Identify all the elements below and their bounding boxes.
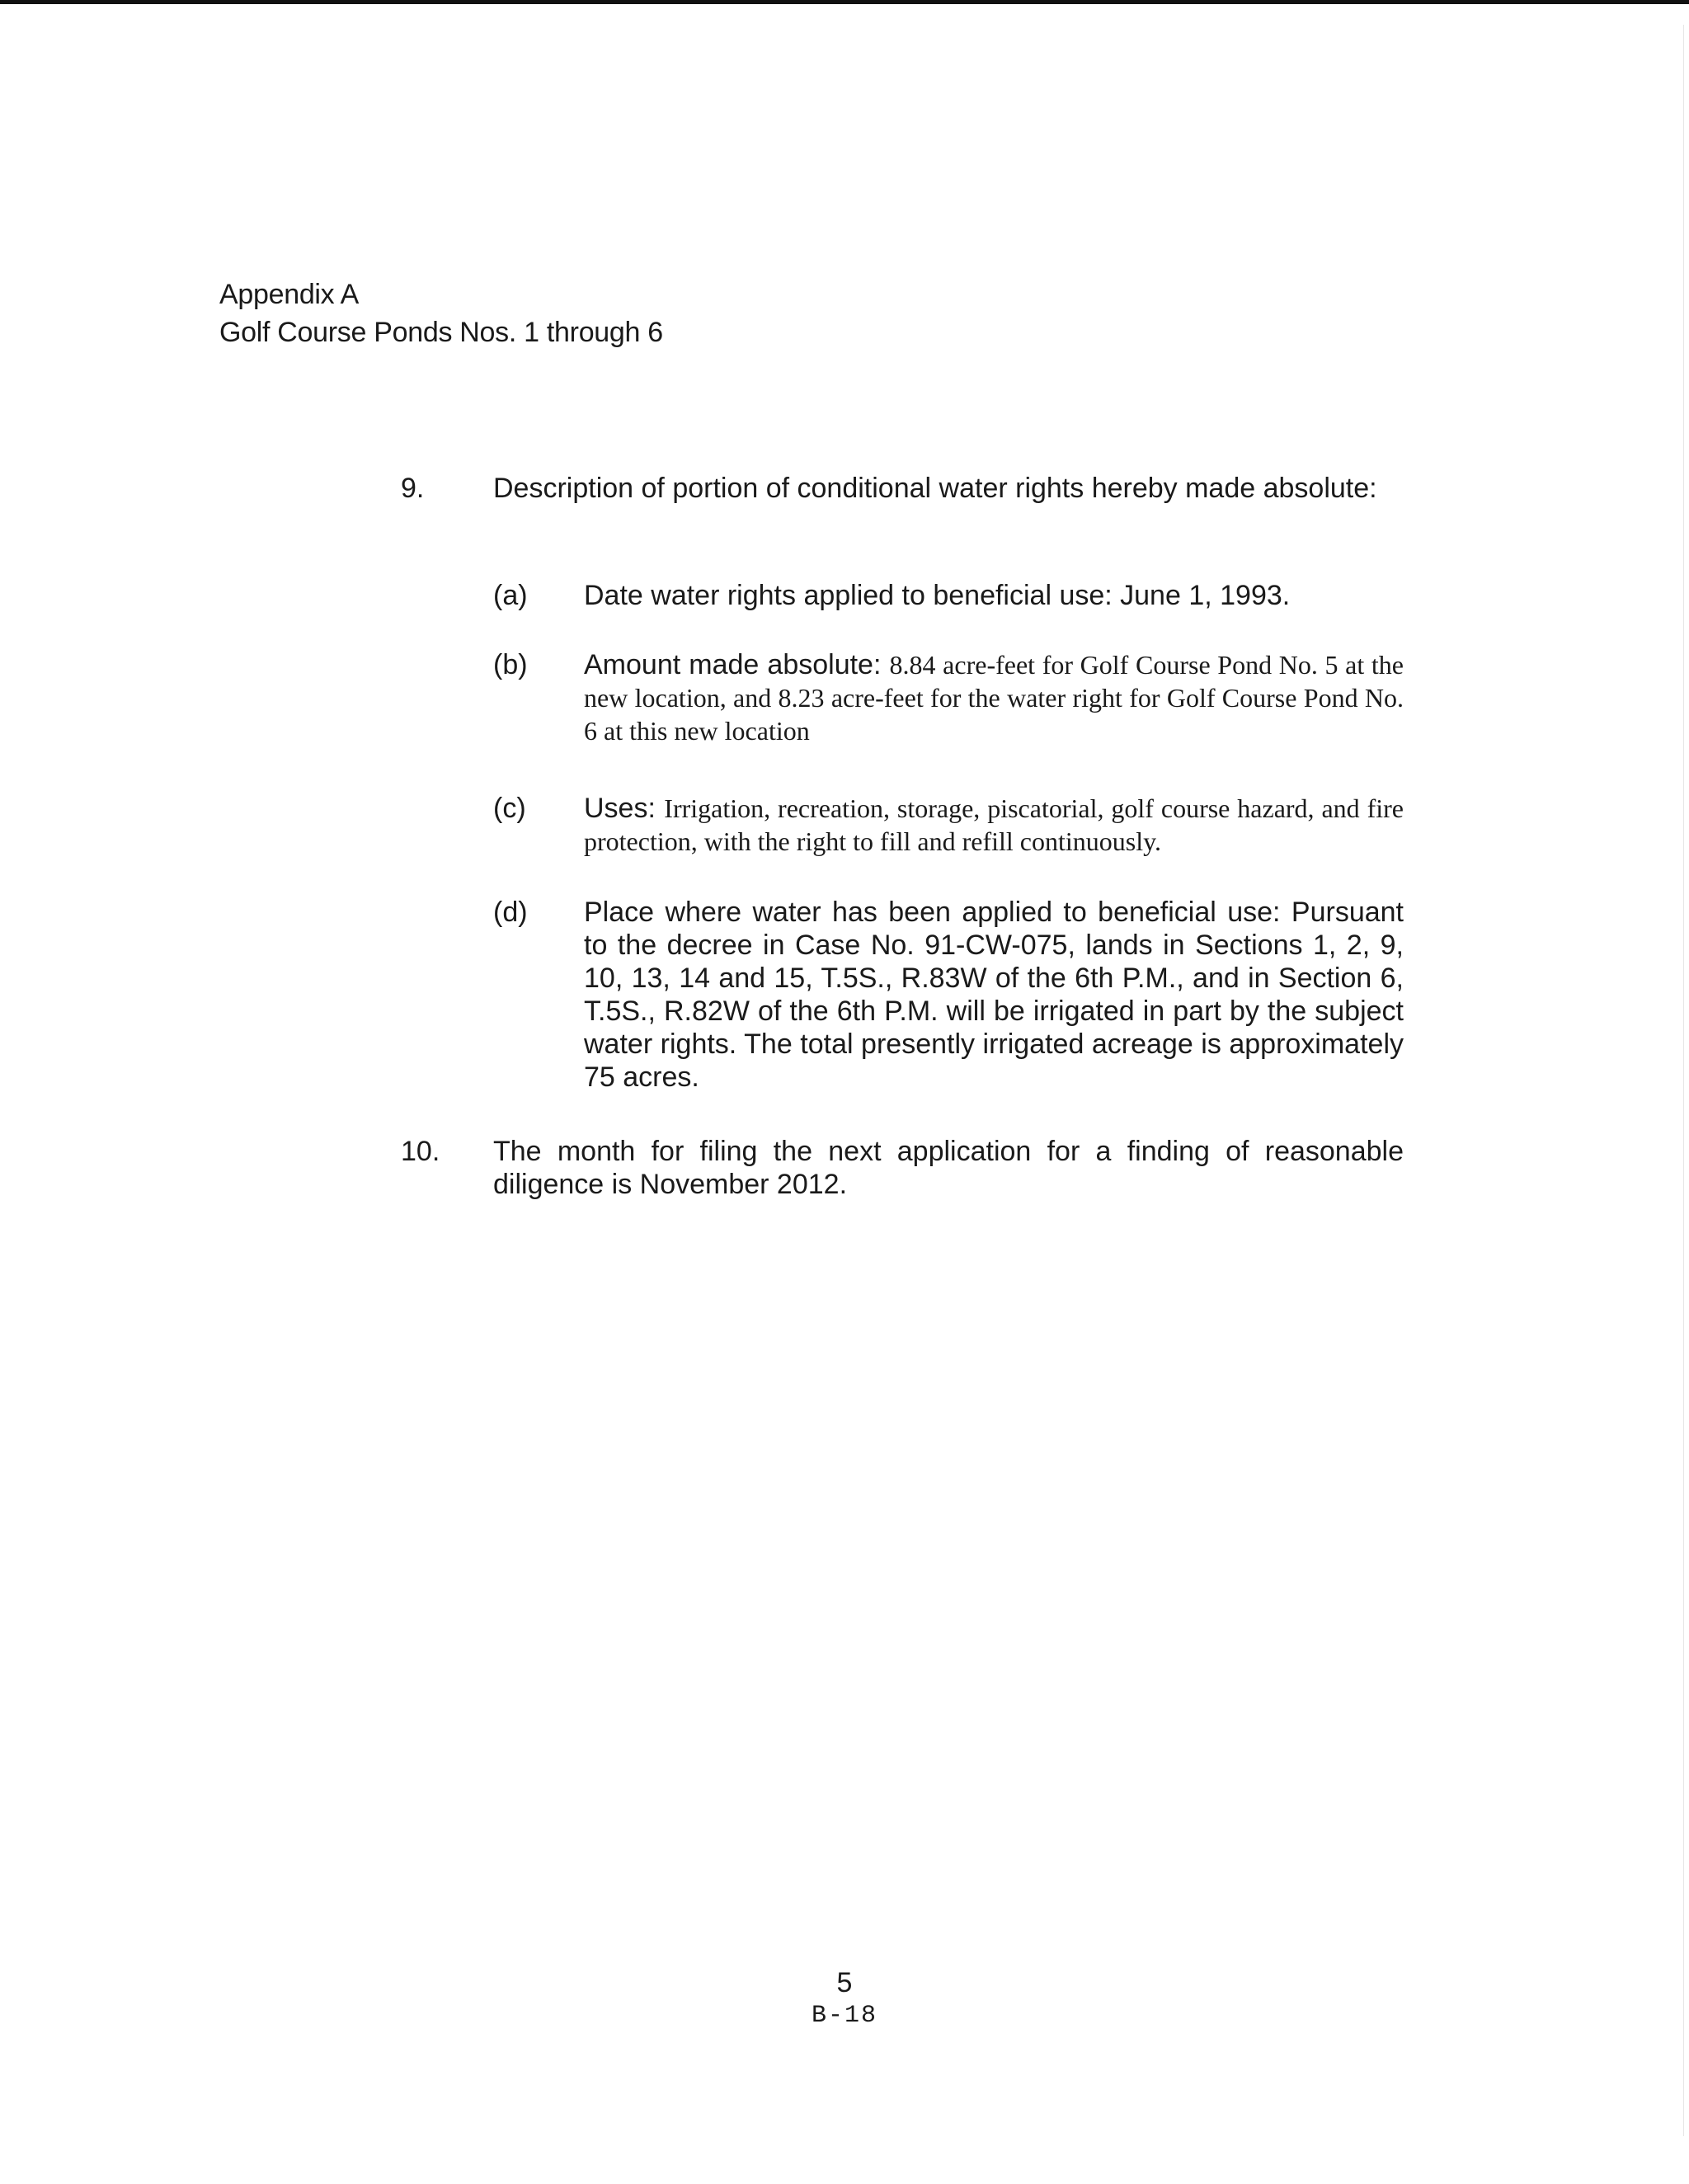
item-9c-text: Irrigation, recreation, storage, piscatorial, golf course hazard, and fire protection, with the right to fill and refill continuously. [584,793,1404,856]
top-border [0,0,1689,4]
header-subtitle: Golf Course Ponds Nos. 1 through 6 [219,317,663,348]
item-9b-letter: (b) [493,649,528,680]
document-header [219,275,663,351]
item-9a-text: Date water rights applied to beneficial use: June 1, 1993. [584,580,1291,611]
item-9c-lead: Uses: [584,793,656,824]
item-9c-body [584,792,1404,858]
item-9d-letter: (d) [493,897,528,928]
scan-edge-line [1683,25,1684,2136]
item-9-number: 9. [401,473,425,504]
page-code: B-18 [811,2002,877,2030]
item-9b-body [584,648,1404,747]
item-9b-text: 8.84 acre-feet for Golf Course Pond No. 5 at the new location, and 8.23 acre-feet for the water right for Golf Course Pond No. 6 at this new location [584,650,1404,746]
header-appendix-title: Appendix A [219,279,360,310]
item-9d-text: Place where water has been applied to beneficial use: Pursuant to the decree in Case No. 91-CW-075, lands in Sections 1, 2, 9, 10, 13, 14 and 15, T.5S., R.83W of the 6th P.M., and in Section 6, T.5S., R.82W of the 6th P.M. will be irrigated in part by the subject water rights. The total presently irrigated acreage is approximately 75 acres. [584,897,1404,1093]
item-9a-letter: (a) [493,580,528,611]
item-9c-letter: (c) [493,793,526,824]
item-9b-lead: Amount made absolute: [584,649,882,680]
item-10-text: The month for filing the next application for a finding of reasonable diligence is November 2012. [493,1136,1404,1200]
page-number: 5 [836,1967,853,1998]
item-10-number: 10. [401,1136,440,1167]
item-9-text: Description of portion of conditional water rights hereby made absolute: [493,473,1377,504]
